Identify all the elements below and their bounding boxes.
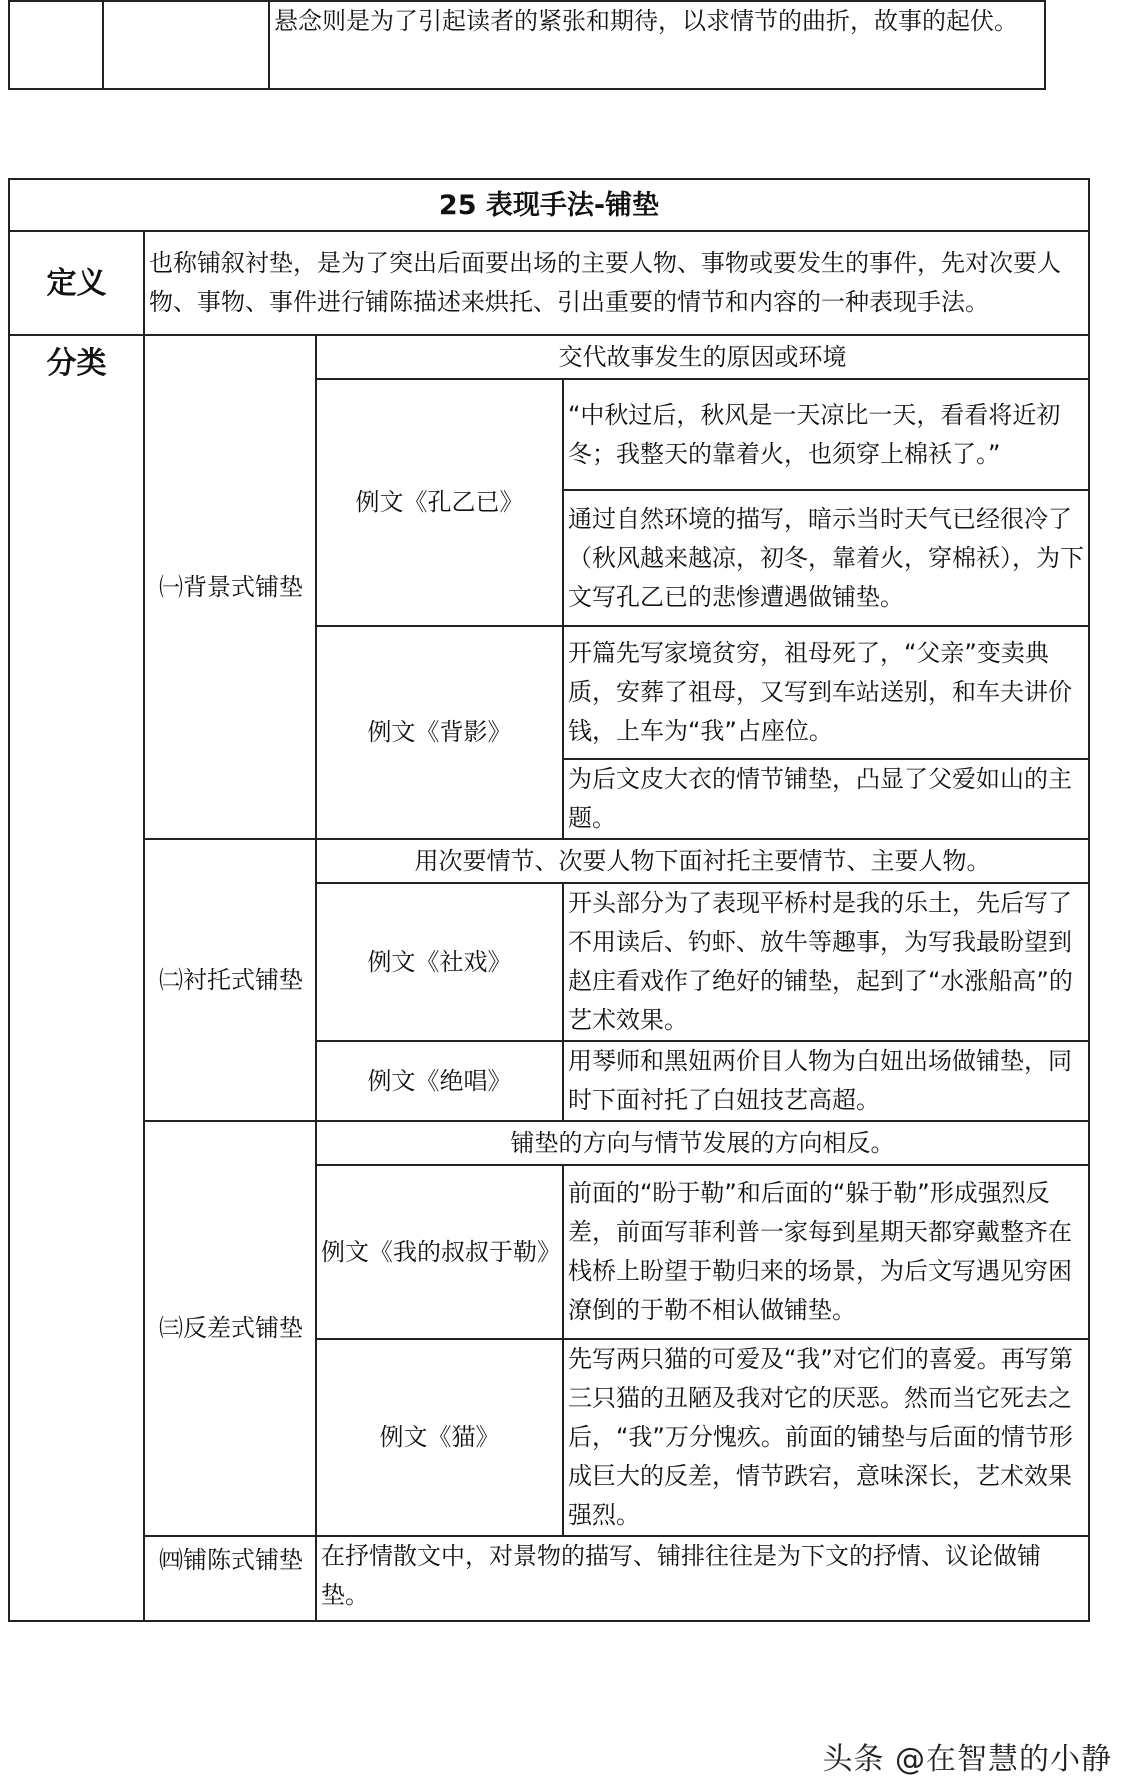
category-text: 在抒情散文中，对景物的描写、铺排往往是为下文的抒情、议论做铺垫。 bbox=[316, 1536, 1089, 1621]
category-summary: 用次要情节、次要人物下面衬托主要情节、主要人物。 bbox=[316, 839, 1089, 883]
example-text: 先写两只猫的可爱及“我”对它们的喜爱。再写第三只猫的丑陋及我对它的厌恶。然而当它死去之后，“我”万分愧疚。前面的铺垫与后面的情节形成巨大的反差，情节跌宕，意味深长，艺术效果强烈。 bbox=[563, 1339, 1089, 1536]
empty-cell bbox=[103, 1, 269, 89]
category-summary: 铺垫的方向与情节发展的方向相反。 bbox=[316, 1121, 1089, 1165]
category-summary: 交代故事发生的原因或环境 bbox=[316, 335, 1089, 379]
example-text: 前面的“盼于勒”和后面的“躲于勒”形成强烈反差，前面写菲利普一家每到星期天都穿戴整齐在栈桥上盼望于勒归来的场景，为后文写遇见穷困潦倒的于勒不相认做铺垫。 bbox=[563, 1165, 1089, 1339]
definition-text: 也称铺叙衬垫，是为了突出后面要出场的主要人物、事物或要发生的事件，先对次要人物、事物、事件进行铺陈描述来烘托、引出重要的情节和内容的一种表现手法。 bbox=[144, 231, 1089, 335]
table-title: 25 表现手法-铺垫 bbox=[9, 179, 1089, 231]
example-text: 通过自然环境的描写，暗示当时天气已经很冷了（秋风越来越凉，初冬，靠着火，穿棉袄），为下文写孔乙已的悲惨遭遇做铺垫。 bbox=[563, 490, 1089, 626]
example-title: 例文《社戏》 bbox=[316, 883, 563, 1041]
example-text: 开篇先写家境贫穷，祖母死了，“父亲”变卖典质，安葬了祖母，又写到车站送别，和车夫讲价钱，上车为“我”占座位。 bbox=[563, 626, 1089, 759]
suspense-text: 悬念则是为了引起读者的紧张和期待，以求情节的曲折，故事的起伏。 bbox=[269, 1, 1045, 89]
category-name: ㈣铺陈式铺垫 bbox=[144, 1536, 316, 1621]
example-text: 为后文皮大衣的情节铺垫，凸显了父爱如山的主题。 bbox=[563, 759, 1089, 839]
example-title: 例文《猫》 bbox=[316, 1339, 563, 1536]
example-title: 例文《绝唱》 bbox=[316, 1041, 563, 1121]
example-text: 用琴师和黑妞两价目人物为白妞出场做铺垫，同时下面衬托了白妞技艺高超。 bbox=[563, 1041, 1089, 1121]
technique-table bbox=[8, 178, 1090, 1622]
empty-cell bbox=[9, 1, 103, 89]
example-title: 例文《背影》 bbox=[316, 626, 563, 839]
category-name: ㈠背景式铺垫 bbox=[144, 335, 316, 839]
example-title: 例文《孔乙已》 bbox=[316, 379, 563, 626]
example-text: “中秋过后，秋风是一天凉比一天，看看将近初冬；我整天的靠着火，也须穿上棉袄了。” bbox=[563, 379, 1089, 490]
previous-section-table bbox=[8, 0, 1046, 90]
example-title: 例文《我的叔叔于勒》 bbox=[316, 1165, 563, 1339]
watermark: 头条 @在智慧的小静 bbox=[822, 1742, 1112, 1777]
definition-label: 定义 bbox=[9, 231, 144, 335]
example-text: 开头部分为了表现平桥村是我的乐土，先后写了不用读后、钓虾、放牛等趣事，为写我最盼望到赵庄看戏作了绝好的铺垫，起到了“水涨船高”的艺术效果。 bbox=[563, 883, 1089, 1041]
category-name: ㈢反差式铺垫 bbox=[144, 1121, 316, 1536]
classification-label: 分类 bbox=[9, 335, 144, 1621]
category-name: ㈡衬托式铺垫 bbox=[144, 839, 316, 1121]
